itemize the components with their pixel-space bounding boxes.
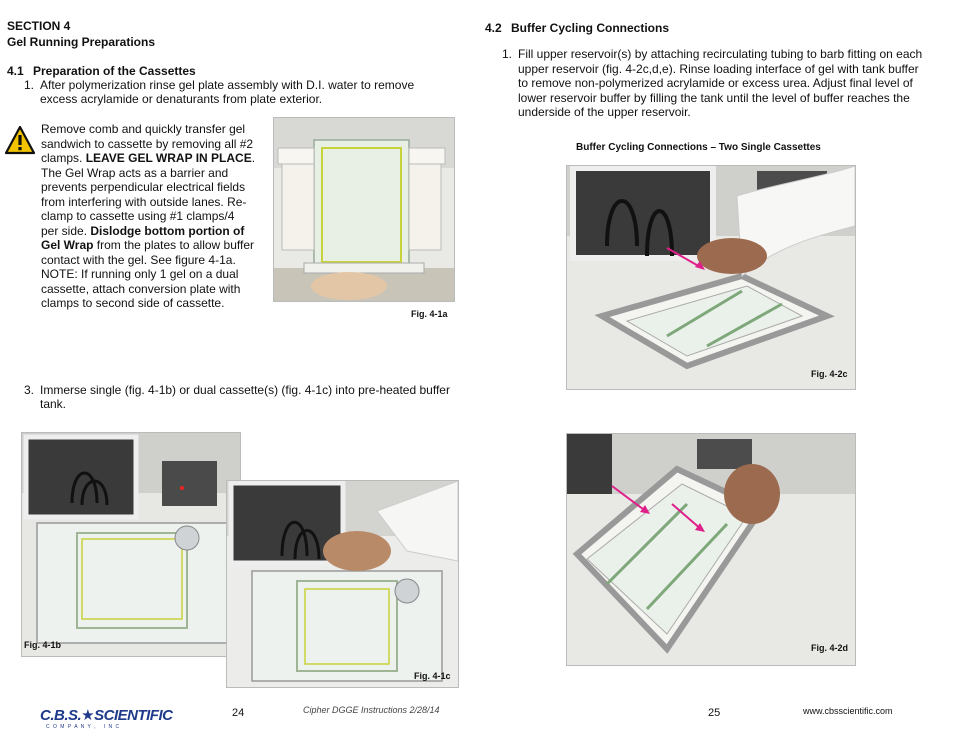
step-1-line: lower reservoir buffer by filling the tank until the level of buffer reaches the [518, 90, 910, 105]
step-1-line: upper reservoir (fig. 4-2c,d,e). Rinse loading interface of gel with tank buffer [518, 61, 919, 76]
warning-line: contact with the gel. See figure 4-1a. [41, 252, 236, 267]
step-1-line-1: After polymerization rinse gel plate assembly with D.I. water to remove [40, 78, 415, 92]
step-1-text [518, 47, 938, 120]
step-1-line: to remove non-polymerized acrylamide or excess urea. Adjust final level of [518, 76, 913, 90]
subsection-4-2-number: 4.2 [485, 21, 502, 35]
subsection-4-1-number: 4.1 [7, 64, 24, 78]
figure-4-2d-photo [566, 433, 856, 666]
page-number-left: 24 [232, 707, 245, 719]
figure-4-1b-photo [21, 432, 241, 657]
warning-line: sandwich to cassette by removing all #2 [41, 136, 254, 151]
figure-4-2d-caption: Fig. 4-2d [811, 643, 849, 653]
warning-line: NOTE: If running only 1 gel on a dual [41, 267, 239, 281]
step-1-line: Fill upper reservoir(s) by attaching recirculating tubing to barb fitting on each [518, 47, 923, 61]
warning-line: cassette, attach conversion plate with [41, 281, 241, 296]
warning-line: The Gel Wrap acts as a barrier and [41, 165, 229, 180]
step-3-line-1: Immerse single (fig. 4-1b) or dual cassette(s) (fig. 4-1c) into pre-heated buffer [40, 383, 450, 397]
figure-4-2c-caption: Fig. 4-2c [811, 369, 848, 379]
step-1-line-2: excess acrylamide or denaturants from plate exterior. [40, 92, 323, 106]
figure-4-1c-photo [226, 480, 459, 688]
warning-line: Remove comb and quickly transfer gel [41, 122, 246, 136]
subsection-4-1-title: Preparation of the Cassettes [33, 64, 196, 78]
step-1-number: 1. [24, 78, 35, 92]
figure-4-2c-photo [566, 165, 856, 390]
page-number-right: 25 [708, 707, 721, 719]
company-logo-subtitle: C O M P A N Y , I N C [46, 724, 121, 730]
step-1-line: underside of the upper reservoir. [518, 105, 691, 119]
subsection-4-2-title: Buffer Cycling Connections [511, 21, 670, 35]
figure-4-1a-photo [273, 117, 455, 302]
warning-line: per side. Dislodge bottom portion of [41, 223, 245, 238]
section-heading: SECTION 4 [7, 19, 71, 33]
document-title: Cipher DGGE Instructions 2/28/14 [303, 705, 440, 715]
step-1-number: 1. [502, 47, 513, 61]
section-title: Gel Running Preparations [7, 35, 156, 49]
warning-line: clamps to second side of cassette. [41, 296, 225, 310]
figure-group-heading: Buffer Cycling Connections – Two Single Cassettes [576, 142, 821, 153]
figure-4-1c-caption: Fig. 4-1c [414, 671, 451, 681]
warning-line: prevents perpendicular electrical fields [41, 180, 246, 194]
step-3-number: 3. [24, 383, 35, 397]
warning-line: clamp to cassette using #1 clamps/4 [41, 209, 235, 223]
warning-icon [5, 125, 35, 160]
warning-line: clamps. LEAVE GEL WRAP IN PLACE. [41, 151, 256, 165]
warning-line: Gel Wrap from the plates to allow buffer [41, 238, 254, 252]
figure-4-1b-caption: Fig. 4-1b [24, 640, 62, 650]
figure-4-1a-caption: Fig. 4-1a [411, 309, 448, 319]
step-3-line-2: tank. [40, 397, 67, 411]
company-logo: C.B.S.★SCIENTIFIC [40, 707, 173, 724]
warning-line: from interfering with outside lanes. Re- [41, 194, 247, 209]
website-link[interactable]: www.cbsscientific.com [803, 706, 893, 716]
warning-text [41, 122, 266, 311]
